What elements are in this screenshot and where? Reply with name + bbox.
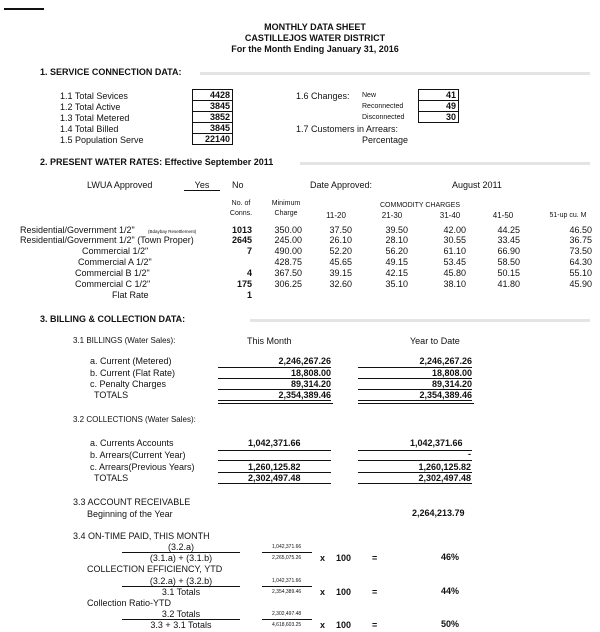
cr-denominator: 3.3 + 3.1 Totals (150, 620, 212, 630)
s1-label: 1.3 Total Metered (60, 113, 130, 123)
rate-cell: 26.10 (329, 235, 352, 245)
double-underline (358, 403, 474, 404)
cr-den-value: 4,618,603.25 (272, 622, 302, 628)
ontime-eq: = (372, 553, 378, 563)
rate-cell: 52.20 (329, 246, 352, 256)
cr-numerator: 3.2 Totals (161, 609, 201, 619)
rate-min: 490.00 (274, 246, 302, 256)
collection-label: c. Arrears(Previous Years) (90, 462, 195, 472)
billing-label: c. Penalty Charges (90, 379, 167, 389)
rate-min: 245.00 (274, 235, 302, 245)
section2-heading: 2. PRESENT WATER RATES: Effective September 2011 (40, 157, 274, 167)
rate-cell: 39.50 (385, 225, 408, 235)
billing-month: 2,354,389.46 (218, 389, 331, 401)
range-header: 51-up cu. M (549, 212, 587, 219)
rate-cell: 45.80 (443, 268, 466, 278)
bleed-through-line (200, 72, 590, 75)
col-year-to-date: Year to Date (410, 336, 460, 346)
col-this-month: This Month (247, 336, 292, 346)
ce-label: COLLECTION EFFICIENCY, YTD (87, 564, 223, 574)
rate-min: 367.50 (274, 268, 302, 278)
double-underline (218, 403, 333, 404)
ce-x: x (320, 587, 326, 597)
s1-value: 3845 (192, 122, 233, 134)
collections-label: 3.2 COLLECTIONS (Water Sales): (73, 415, 196, 424)
rate-cell: 39.15 (329, 268, 352, 278)
rate-conns: 4 (246, 268, 252, 278)
cr-pct: 50% (441, 619, 460, 629)
rate-cell: 35.10 (385, 279, 408, 289)
rate-conns: 175 (236, 279, 252, 289)
collection-label: a. Currents Accounts (90, 438, 174, 448)
ce-eq: = (372, 587, 378, 597)
billing-ytd: 89,314.20 (358, 378, 472, 389)
percentage-label: Percentage (362, 135, 409, 145)
changes-label: 1.6 Changes: (296, 91, 350, 101)
rate-cell: 53.45 (443, 257, 466, 267)
collection-ytd: 2,302,497.48 (418, 473, 471, 483)
fraction-line (262, 586, 312, 587)
rate-cell: 41.80 (497, 279, 520, 289)
rate-conns: 2645 (231, 235, 252, 245)
commodity-header: COMMODITY CHARGES (380, 202, 460, 209)
collection-ytd: 1,042,371.66 (410, 438, 463, 448)
billing-ytd: 2,246,267.26 (419, 356, 472, 366)
s1-label: 1.1 Total Sevices (60, 91, 128, 101)
cr-num-value: 2,302,497.48 (272, 611, 302, 617)
rate-cell: 64.30 (569, 257, 592, 267)
s1-label: 1.2 Total Active (60, 102, 121, 112)
date-approved-label: Date Approved: (310, 180, 373, 190)
range-header: 21-30 (381, 211, 403, 220)
col-min-charge: Minimum (271, 200, 301, 207)
rule (218, 450, 331, 451)
change-type: Disconnected (362, 114, 405, 121)
billing-label: b. Current (Flat Rate) (90, 368, 176, 378)
ontime-num-value: 1,042,371.66 (272, 544, 302, 550)
rate-conns: 1 (246, 290, 252, 300)
ar-label: 3.3 ACCOUNT RECEIVABLE (73, 497, 191, 507)
billing-month: 89,314.20 (218, 378, 331, 389)
collection-month: 1,260,125.82 (248, 462, 301, 472)
ontime-pct: 46% (441, 552, 460, 562)
change-value: 41 (418, 89, 459, 101)
col-conns: No. of (231, 200, 251, 207)
collection-month: 2,302,497.48 (248, 473, 301, 483)
cr-100: 100 (336, 620, 352, 630)
ce-num-value: 1,042,371.66 (272, 578, 302, 584)
rate-cell: 73.50 (569, 246, 592, 256)
change-value: 49 (418, 100, 459, 112)
s1-label: 1.5 Population Serve (60, 135, 144, 145)
rate-cell: 50.15 (497, 268, 520, 278)
s1-value: 22140 (192, 133, 233, 145)
rate-cell: 66.90 (497, 246, 520, 256)
ontime-label: 3.4 ON-TIME PAID, THIS MONTH (73, 531, 210, 541)
rate-cell: 49.15 (385, 257, 408, 267)
rate-conns: 1013 (231, 225, 252, 235)
ce-100: 100 (336, 587, 352, 597)
ce-pct: 44% (441, 586, 460, 596)
col-min-charge: Charge (274, 210, 298, 217)
section1-heading: 1. SERVICE CONNECTION DATA: (40, 67, 182, 77)
rate-cell: 37.50 (329, 225, 352, 235)
collection-label: b. Arrears(Current Year) (90, 450, 186, 460)
cr-x: x (320, 620, 326, 630)
s1-value: 3852 (192, 111, 233, 123)
rate-min: 350.00 (274, 225, 302, 235)
rate-cell: 46.50 (569, 225, 592, 235)
range-header: 41-50 (492, 211, 514, 220)
collection-month: 1,042,371.66 (248, 438, 301, 448)
lwua-yes: Yes (184, 180, 220, 191)
rule (358, 483, 472, 484)
ontime-den-value: 2,265,075.26 (272, 555, 302, 561)
collection-ytd: - (468, 449, 471, 459)
cr-eq: = (372, 620, 378, 630)
ar-sub-label: Beginning of the Year (87, 509, 173, 519)
rate-cell: 44.25 (497, 225, 520, 235)
sheet-title: MONTHLY DATA SHEET (264, 22, 366, 32)
ar-value: 2,264,213.79 (412, 508, 465, 518)
rate-cell: 42.00 (443, 225, 466, 235)
billing-ytd: 18,808.00 (358, 367, 472, 378)
rate-class: Flat Rate (112, 290, 149, 300)
ontime-x: x (320, 553, 326, 563)
ce-numerator: (3.2.a) + (3.2.b) (149, 576, 213, 586)
bleed-through-line (250, 319, 590, 322)
lwua-label: LWUA Approved (87, 180, 153, 190)
rate-cell: 36.75 (569, 235, 592, 245)
ontime-numerator: (3.2.a) (167, 542, 194, 552)
rate-conns: 7 (246, 246, 252, 256)
rate-class: Commercial C 1/2" (75, 279, 151, 289)
change-type: New (362, 92, 377, 99)
s1-label: 1.4 Total Billed (60, 124, 119, 134)
rate-cell: 45.90 (569, 279, 592, 289)
change-value: 30 (418, 111, 459, 123)
rate-class-note: (Bdaybay Resettlement) (148, 229, 197, 234)
rate-cell: 28.10 (385, 235, 408, 245)
ontime-100: 100 (336, 553, 352, 563)
ontime-denominator: (3.1.a) + (3.1.b) (149, 553, 213, 563)
billing-label: a. Current (Metered) (90, 356, 172, 366)
s1-value: 3845 (192, 100, 233, 112)
ce-denominator: 3.1 Totals (161, 587, 201, 597)
change-type: Reconnected (362, 103, 404, 110)
rate-cell: 58.50 (497, 257, 520, 267)
collection-label: TOTALS (94, 473, 129, 483)
rate-class: Residential/Government 1/2" (Town Proper) (20, 235, 194, 245)
section3-heading: 3. BILLING & COLLECTION DATA: (40, 314, 186, 324)
arrears-label: 1.7 Customers in Arrears: (296, 124, 399, 134)
ce-den-value: 2,354,389.46 (272, 589, 302, 595)
rate-cell: 56.20 (385, 246, 408, 256)
rate-class: Commercial 1/2" (82, 246, 149, 256)
lwua-no: No (232, 180, 244, 190)
rate-cell: 45.65 (329, 257, 352, 267)
rate-cell: 42.15 (385, 268, 408, 278)
rule (218, 483, 331, 484)
col-conns: Conns. (229, 210, 253, 217)
date-approved-value: August 2011 (452, 180, 502, 190)
rate-cell: 61.10 (443, 246, 466, 256)
corner-mark (4, 8, 44, 10)
billing-month: 2,246,267.26 (278, 356, 331, 366)
period-line: For the Month Ending January 31, 2016 (231, 44, 399, 54)
rule (358, 460, 472, 461)
rate-cell: 30.55 (443, 235, 466, 245)
billing-label: TOTALS (94, 390, 129, 400)
range-header: 31-40 (439, 211, 461, 220)
rate-cell: 55.10 (569, 268, 592, 278)
rate-class: Residential/Government 1/2" (20, 225, 135, 235)
rate-min: 306.25 (274, 279, 302, 289)
rate-min: 428.75 (274, 257, 302, 267)
rate-cell: 33.45 (497, 235, 520, 245)
rule (218, 460, 331, 461)
rate-cell: 38.10 (443, 279, 466, 289)
s1-value: 4428 (192, 89, 233, 101)
billing-month: 18,808.00 (218, 367, 331, 378)
district-name: CASTILLEJOS WATER DISTRICT (244, 33, 386, 43)
billing-ytd: 2,354,389.46 (358, 389, 472, 401)
fraction-line (262, 552, 312, 553)
rate-class: Commercial B 1/2" (75, 268, 150, 278)
cr-label: Collection Ratio-YTD (87, 598, 172, 608)
billings-label: 3.1 BILLINGS (Water Sales): (73, 336, 176, 345)
rate-class: Commercial A 1/2" (78, 257, 152, 267)
bleed-through-line (300, 162, 590, 165)
rate-cell: 32.60 (329, 279, 352, 289)
range-header: 11-20 (326, 211, 346, 220)
fraction-line (262, 619, 312, 620)
collection-ytd: 1,260,125.82 (418, 462, 471, 472)
